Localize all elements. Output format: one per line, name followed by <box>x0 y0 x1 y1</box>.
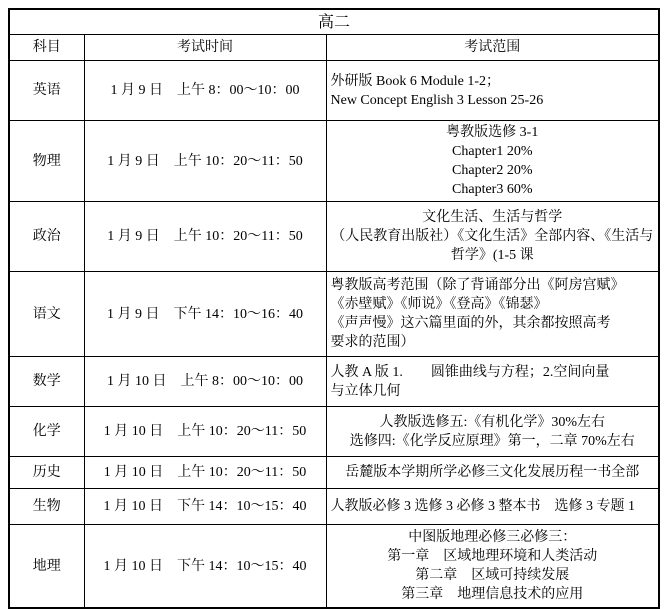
table-head <box>9 9 659 61</box>
time-cell: 1 月 10 日 上午 10：20～11：50 <box>84 457 326 489</box>
scope-line: 与立体几何 <box>330 383 401 399</box>
scope-cell <box>326 489 659 525</box>
time-cell: 1 月 9 日 上午 8：00～10：00 <box>84 61 326 121</box>
scope-line: Chapter1 20% <box>452 144 533 159</box>
scope-line: 第三章 地理信息技术的应用 <box>401 587 584 602</box>
time-cell: 1 月 10 日 上午 10：20～11：50 <box>84 407 326 457</box>
scope-cell <box>326 61 659 121</box>
exam-schedule-table <box>8 8 660 609</box>
scope-cell <box>326 525 659 609</box>
scope-line: 粤教版选修 3-1 <box>446 125 539 140</box>
scope-cell <box>326 121 659 202</box>
scope-cell <box>326 357 659 407</box>
subject-cell: 化学 <box>9 407 84 457</box>
scope-line: 文化生活、生活与哲学 <box>422 210 563 225</box>
subject-cell: 数学 <box>9 357 84 407</box>
subject-cell: 历史 <box>9 457 84 489</box>
time-cell: 1 月 9 日 下午 14：10～16：40 <box>84 272 326 357</box>
scope-line: 岳麓版本学期所学必修三文化发展历程一书全部 <box>345 465 640 480</box>
time-cell: 1 月 10 日 上午 8：00～10：00 <box>84 357 326 407</box>
time-cell: 1 月 10 日 下午 14：10～15：40 <box>84 525 326 609</box>
scope-line: Chapter2 20% <box>452 163 533 178</box>
grade-title-row <box>9 9 659 35</box>
scope-line: 选修四:《化学反应原理》第一，二章 70%左右 <box>349 433 635 449</box>
scope-cell <box>326 457 659 489</box>
column-header-subject: 科目 <box>9 35 84 61</box>
scope-line: 人教版必修 3 选修 3 必修 3 整本书 选修 3 专题 1 <box>330 499 635 514</box>
scope-line: 中图版地理必修三必修三： <box>408 530 577 545</box>
subject-cell: 地理 <box>9 525 84 609</box>
subject-cell: 生物 <box>9 489 84 525</box>
table-body <box>9 61 659 609</box>
scope-cell <box>326 407 659 457</box>
column-header-time: 考试时间 <box>84 35 326 61</box>
subject-cell: 政治 <box>9 202 84 272</box>
time-cell: 1 月 10 日 下午 14：10～15：40 <box>84 489 326 525</box>
table-row <box>9 202 659 272</box>
subject-cell: 语文 <box>9 272 84 357</box>
table-row <box>9 407 659 457</box>
scope-line: 粤教版高考范围（除了背诵部分出《阿房宫赋》 <box>330 278 625 293</box>
scope-line: 人教版选修五:《有机化学》30%左右 <box>379 414 606 430</box>
table-row <box>9 525 659 609</box>
scope-line: 哲学》(1-5 课 <box>450 248 534 263</box>
scope-cell <box>326 272 659 357</box>
scope-line: New Concept English 3 Lesson 25-26 <box>330 92 544 108</box>
grade-title: 高二 <box>9 9 659 35</box>
subject-cell: 英语 <box>9 61 84 121</box>
scope-line: 第二章 区域可持续发展 <box>415 568 570 583</box>
scope-line: 第一章 区域地理环境和人类活动 <box>387 549 598 564</box>
scope-line: 要求的范围） <box>330 335 415 350</box>
table-row <box>9 457 659 489</box>
scope-cell <box>326 202 659 272</box>
subject-cell: 物理 <box>9 121 84 202</box>
time-cell: 1 月 9 日 上午 10：20～11：50 <box>84 121 326 202</box>
scope-line: 《声声慢》这六篇里面的外，其余都按照高考 <box>330 316 611 331</box>
column-header-row <box>9 35 659 61</box>
time-cell: 1 月 9 日 上午 10：20～11：50 <box>84 202 326 272</box>
scope-line: Chapter3 60% <box>452 182 533 197</box>
scope-line: 人教 A 版 1. 圆锥曲线与方程；2.空间向量 <box>330 364 610 380</box>
table-row <box>9 357 659 407</box>
table-row <box>9 489 659 525</box>
table-row <box>9 121 659 202</box>
scope-line: 外研版 Book 6 Module 1-2； <box>330 73 501 89</box>
scope-line: 《赤壁赋》《师说》《登高》《锦瑟》 <box>330 297 548 312</box>
scope-line: （人民教育出版社）《文化生活》全部内容、《生活与 <box>331 229 654 244</box>
table-row <box>9 61 659 121</box>
table-row <box>9 272 659 357</box>
column-header-scope: 考试范围 <box>326 35 659 61</box>
